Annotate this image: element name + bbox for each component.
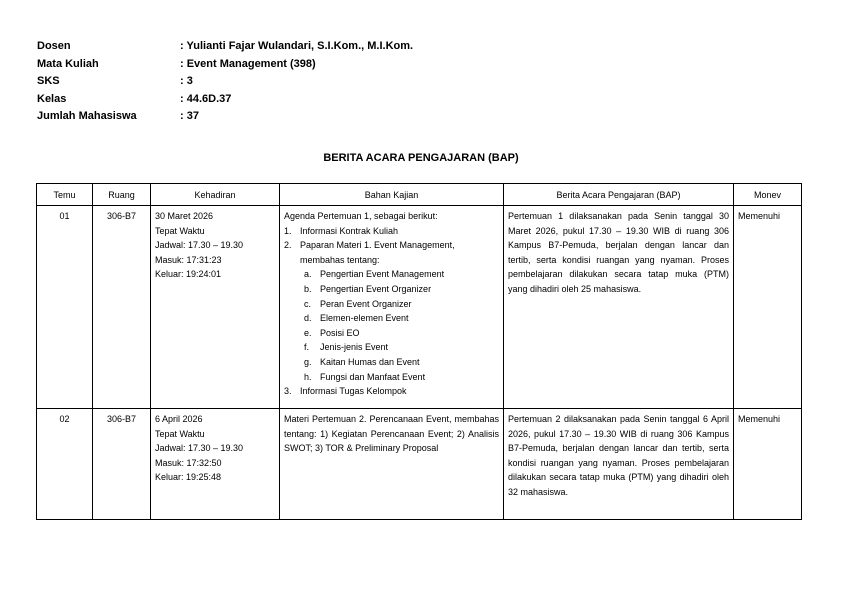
cell-bahan-kajian	[280, 206, 504, 409]
agenda-number: 1.	[284, 225, 292, 236]
sub-text: Fungsi dan Manfaat Event	[320, 371, 426, 382]
cell-ruang: 306-B7	[93, 409, 151, 520]
info-label: Kelas	[37, 92, 67, 105]
cell-bahan-kajian: Materi Pertemuan 2. Perencanaan Event, membahas tentang: 1) Kegiatan Perencanaan Event; 2) Analisis SWOT; 3) TOR & Preliminary Proposal	[280, 409, 504, 520]
info-value: : 37	[180, 110, 199, 122]
kehadiran-status: Tepat Waktu	[155, 225, 205, 236]
info-row-jumlah-mahasiswa	[37, 108, 413, 126]
agenda-item	[284, 224, 499, 239]
sub-letter: a.	[304, 269, 312, 280]
info-row-kelas	[37, 91, 413, 109]
info-row-dosen	[37, 38, 413, 56]
info-label: Dosen	[37, 40, 71, 52]
agenda-sub-item	[284, 297, 499, 312]
course-info	[37, 38, 413, 126]
agenda-sub-item	[284, 340, 499, 355]
bahan-intro: Agenda Pertemuan 1, sebagai berikut:	[284, 211, 438, 221]
agenda-sub-item	[284, 326, 499, 341]
kehadiran-date: 6 April 2026	[155, 414, 203, 424]
info-value: : 3	[180, 75, 193, 87]
sub-text: Jenis-jenis Event	[320, 342, 389, 353]
kehadiran-jadwal: Jadwal: 17.30 – 19.30	[155, 443, 244, 454]
sub-text: Posisi EO	[320, 327, 360, 338]
sub-text: Elemen-elemen Event	[320, 313, 409, 324]
info-value: : Event Management (398)	[180, 57, 316, 70]
sub-text: Peran Event Organizer	[320, 298, 412, 309]
kehadiran-jadwal: Jadwal: 17.30 – 19.30	[155, 240, 244, 251]
agenda-sub-item	[284, 370, 499, 385]
column-header-bahan-kajian: Bahan Kajian	[280, 184, 504, 206]
agenda-text: Paparan Materi 1. Event Management, membahas tentang:	[300, 240, 455, 265]
agenda-sub-item	[284, 282, 499, 297]
agenda-number: 3.	[284, 386, 292, 397]
sub-letter: b.	[304, 283, 312, 294]
info-label: Jumlah Mahasiswa	[37, 110, 137, 122]
agenda-text: Informasi Tugas Kelompok	[300, 386, 407, 397]
kehadiran-masuk: Masuk: 17:32:50	[155, 457, 222, 468]
kehadiran-date: 30 Maret 2026	[155, 211, 214, 221]
info-label: SKS	[37, 75, 60, 87]
info-value: : Yulianti Fajar Wulandari, S.I.Kom., M.I.Kom.	[180, 40, 414, 52]
agenda-sub-item	[284, 355, 499, 370]
sub-letter: g.	[304, 356, 312, 367]
agenda-sub-item	[284, 267, 499, 282]
info-row-mata-kuliah	[37, 56, 413, 74]
sub-text: Pengertian Event Organizer	[320, 283, 432, 294]
agenda-item	[284, 238, 499, 267]
cell-temu: 02	[37, 409, 93, 520]
sub-letter: h.	[304, 371, 312, 382]
sub-text: Pengertian Event Management	[320, 269, 445, 280]
document-title: BERITA ACARA PENGAJARAN (BAP)	[323, 152, 519, 164]
info-value: : 44.6D.37	[180, 92, 232, 105]
agenda-number: 2.	[284, 240, 292, 251]
info-row-sks	[37, 73, 413, 91]
column-header-bap: Berita Acara Pengajaran (BAP)	[504, 184, 734, 206]
column-header-ruang: Ruang	[93, 184, 151, 206]
sub-letter: d.	[304, 313, 312, 324]
info-label: Mata Kuliah	[37, 57, 99, 70]
cell-kehadiran	[151, 409, 280, 520]
cell-temu: 01	[37, 206, 93, 409]
sub-letter: c.	[304, 298, 312, 309]
kehadiran-masuk: Masuk: 17:31:23	[155, 254, 222, 265]
cell-bap: Pertemuan 2 dilaksanakan pada Senin tanggal 6 April 2026, pukul 17.30 – 19.30 WIB di ruang 306 Kampus B7-Pemuda, berjalan dengan lancar dan tertib, serta kondisi ruangan yang nyaman. Proses pembelajaran dilakukan secara tatap muka (PTM) yang dihadiri oleh 32 mahasiswa.	[504, 409, 734, 520]
table-row	[37, 206, 802, 409]
cell-monev: Memenuhi	[734, 409, 802, 520]
agenda-item	[284, 384, 499, 399]
agenda-text: Informasi Kontrak Kuliah	[300, 225, 399, 236]
table-row	[37, 409, 802, 520]
cell-kehadiran	[151, 206, 280, 409]
column-header-temu: Temu	[37, 184, 93, 206]
cell-ruang: 306-B7	[93, 206, 151, 409]
cell-bap: Pertemuan 1 dilaksanakan pada Senin tanggal 30 Maret 2026, pukul 17.30 – 19.30 WIB di ruang 306 Kampus B7-Pemuda, berjalan dengan lancar dan tertib, serta kondisi ruangan yang nyaman. Proses pembelajaran dilakukan secara tatap muka (PTM) yang dihadiri oleh 25 mahasiswa.	[504, 206, 734, 409]
kehadiran-status: Tepat Waktu	[155, 428, 205, 439]
sub-text: Kaitan Humas dan Event	[320, 356, 420, 367]
sub-letter: f.	[304, 342, 310, 353]
agenda-sub-item	[284, 311, 499, 326]
kehadiran-keluar: Keluar: 19:25:48	[155, 472, 222, 483]
column-header-kehadiran: Kehadiran	[151, 184, 280, 206]
kehadiran-keluar: Keluar: 19:24:01	[155, 269, 222, 280]
table-header-row	[37, 184, 802, 206]
bap-table	[36, 183, 802, 520]
column-header-monev: Monev	[734, 184, 802, 206]
cell-monev: Memenuhi	[734, 206, 802, 409]
sub-letter: e.	[304, 327, 312, 338]
